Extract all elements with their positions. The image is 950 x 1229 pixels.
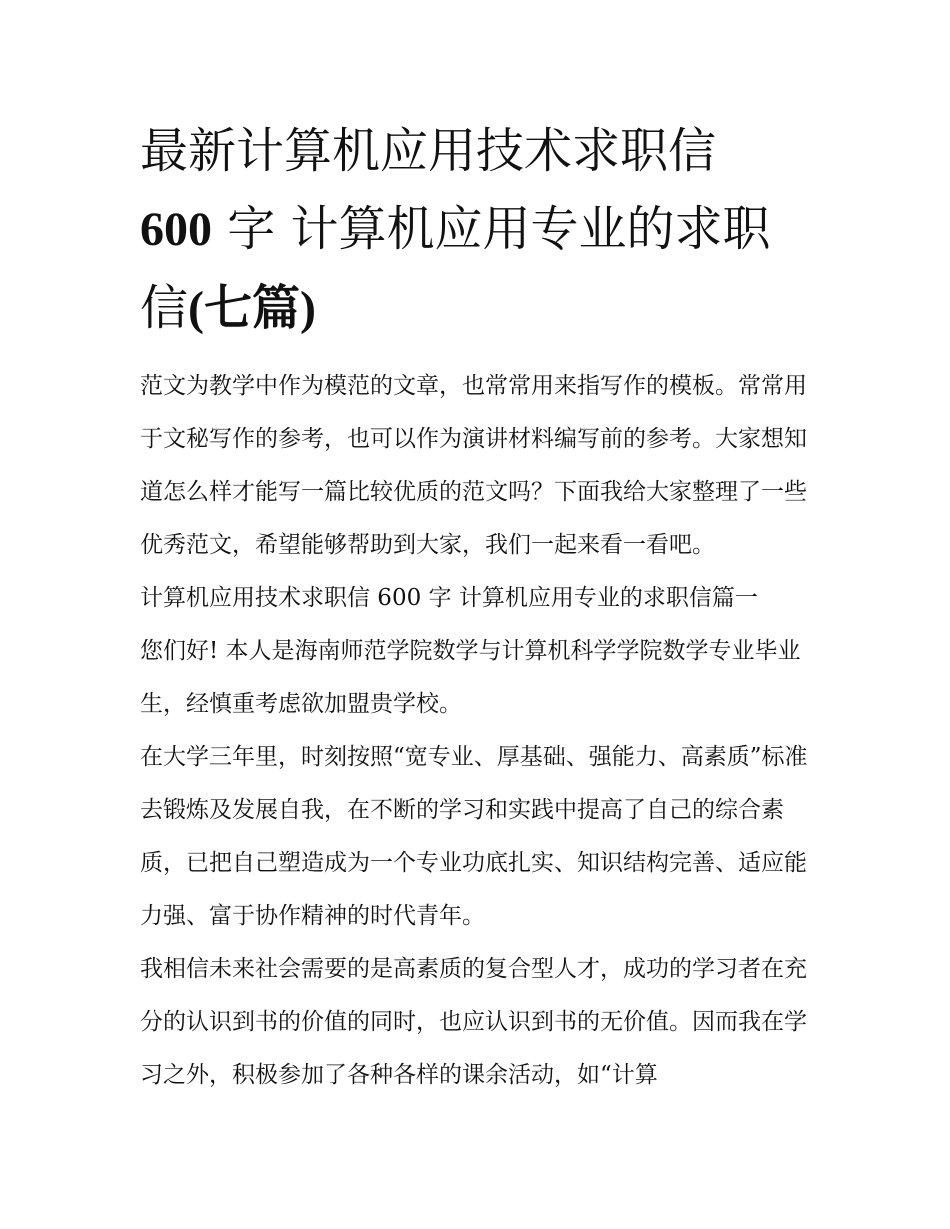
title-line-3-char: 信 bbox=[140, 280, 189, 336]
title-line-1 bbox=[140, 112, 812, 190]
title-line-2-text: 字 计算机应用专业的求职 bbox=[212, 201, 771, 257]
title-count: (七篇) bbox=[188, 282, 316, 335]
paragraph-section-heading: 计算机应用技术求职信 600 字 计算机应用专业的求职信篇一 bbox=[140, 585, 758, 611]
paragraph-greeting: 您们好! 本人是海南师范学院数学与计算机科学学院数学专业毕业生，经慎重考虑欲加盟贵学校。 bbox=[140, 638, 801, 717]
paragraph-activities: 我相信未来社会需要的是高素质的复合型人才，成功的学习者在充分的认识到书的价值的同时，也应认识到书的无价值。因而我在学习之外，积极参加了各种各样的课余活动，如“计算 bbox=[140, 956, 807, 1088]
title-line-3 bbox=[140, 269, 812, 348]
document-page bbox=[140, 112, 812, 1102]
title-number: 600 bbox=[140, 203, 212, 256]
title-line-2 bbox=[140, 190, 812, 269]
document-body bbox=[140, 360, 812, 1102]
document-title bbox=[140, 112, 812, 348]
title-line-1-text: 最新计算机应用技术求职信 bbox=[140, 123, 717, 179]
paragraph-university: 在大学三年里，时刻按照“宽专业、厚基础、强能力、高素质”标准去锻炼及发展自我，在不断的学习和实践中提高了自己的综合素质，已把自己塑造成为一个专业功底扎实、知识结构完善、适应能力强、富于协作精神的时代青年。 bbox=[140, 744, 808, 929]
paragraph-intro: 范文为教学中作为模范的文章，也常常用来指写作的模板。常常用于文秘写作的参考，也可以作为演讲材料编写前的参考。大家想知道怎么样才能写一篇比较优质的范文吗？下面我给大家整理了一些优秀范文，希望能够帮助到大家，我们一起来看一看吧。 bbox=[140, 373, 807, 558]
